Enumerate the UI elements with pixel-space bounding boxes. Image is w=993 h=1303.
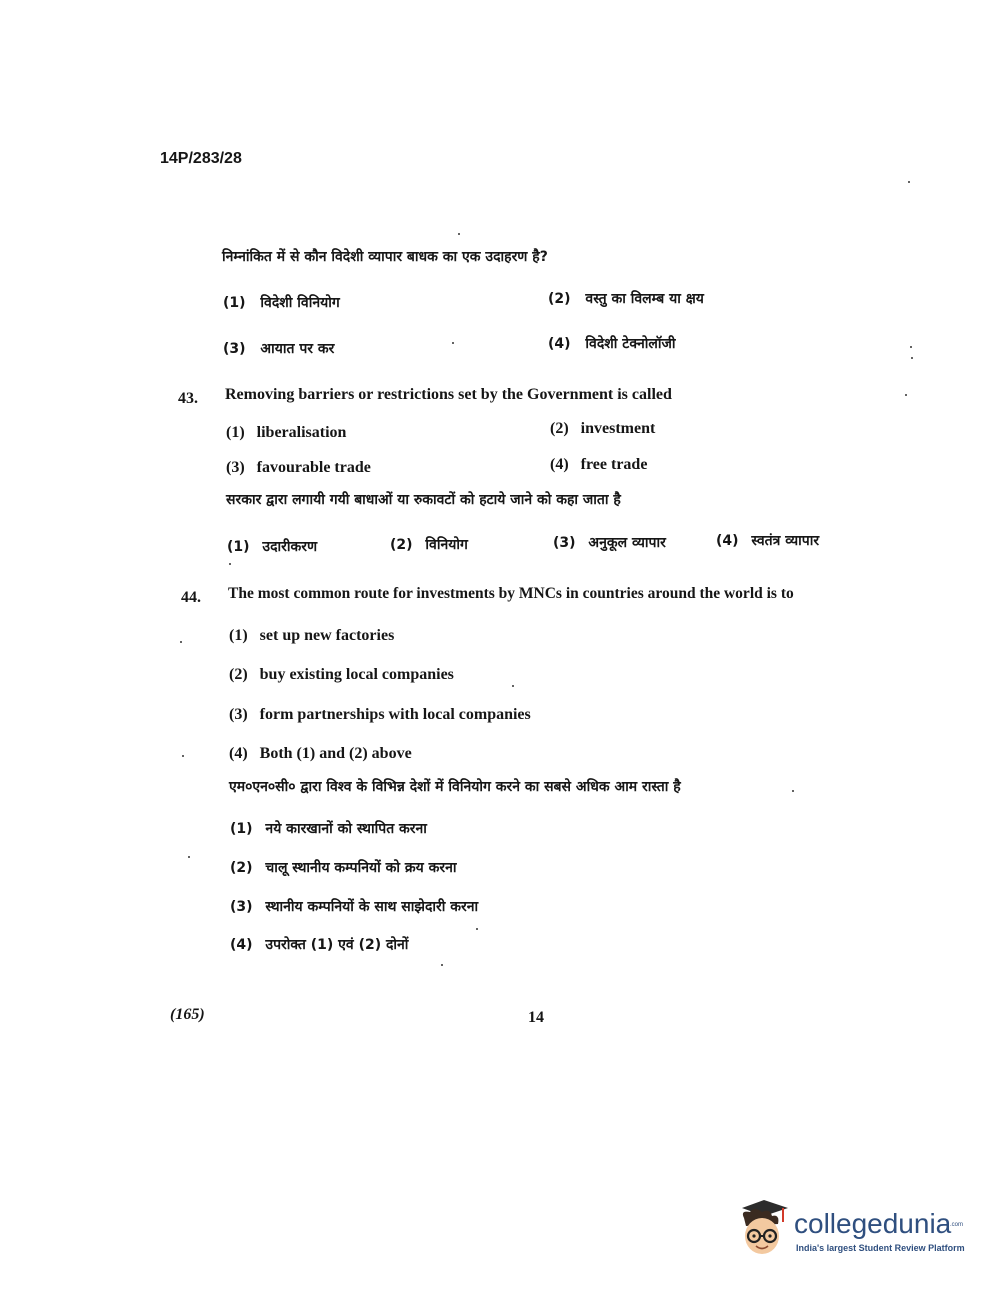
option-number: (2) — [230, 860, 253, 876]
q44-option-3 — [229, 706, 531, 724]
option-text: विनियोग — [425, 537, 468, 553]
option-number: (1) — [229, 627, 248, 644]
option-text: आयात पर कर — [260, 341, 335, 357]
option-text: form partnerships with local companies — [259, 706, 531, 723]
scan-speck — [458, 233, 460, 235]
scan-speck — [908, 181, 910, 183]
scan-speck — [229, 563, 231, 565]
option-text: स्थानीय कम्पनियों के साथ साझेदारी करना — [265, 899, 479, 915]
scan-speck — [911, 357, 913, 359]
q43-question: Removing barriers or restrictions set by the Government is called — [225, 386, 672, 403]
brand-name: collegedunia — [794, 1208, 952, 1239]
brand-tagline: India's largest Student Review Platform — [796, 1243, 965, 1253]
option-text: नये कारखानों को स्थापित करना — [265, 821, 427, 837]
option-number: (4) — [230, 937, 253, 953]
q44-hindi-option-1 — [230, 819, 427, 838]
option-number: (3) — [230, 899, 253, 915]
option-number: (1) — [223, 295, 246, 311]
option-text: चालू स्थानीय कम्पनियों को क्रय करना — [265, 860, 457, 876]
q43-hindi-question: सरकार द्वारा लगायी गयी बाधाओं या रुकावटों को हटाये जाने को कहा जाता है — [226, 492, 621, 508]
option-number: (2) — [229, 666, 248, 683]
q43-hindi-option-4 — [716, 531, 819, 550]
option-number: (4) — [716, 533, 739, 549]
option-text: वस्तु का विलम्ब या क्षय — [585, 291, 704, 307]
q44-hindi-option-3 — [230, 897, 478, 916]
option-text: investment — [580, 420, 656, 437]
scan-speck — [182, 755, 184, 757]
scan-speck — [512, 685, 514, 687]
option-number: (1) — [227, 539, 250, 555]
option-text: favourable trade — [256, 459, 371, 476]
option-text: Both (1) and (2) above — [259, 745, 412, 762]
option-number: (2) — [548, 291, 571, 307]
scan-speck — [792, 790, 794, 792]
option-number: (4) — [229, 745, 248, 762]
mascot-icon — [736, 1196, 796, 1260]
q43-hindi-option-3 — [553, 533, 666, 552]
q42-hindi-question: निम्नांकित में से कौन विदेशी व्यापार बाधक का एक उदाहरण है? — [222, 249, 548, 265]
q42-hindi-option-3 — [223, 339, 334, 358]
option-number: (3) — [229, 706, 248, 723]
scan-speck — [476, 928, 478, 930]
option-number: (3) — [226, 459, 245, 476]
option-text: free trade — [580, 456, 648, 473]
q44-option-4 — [229, 745, 412, 763]
option-text: विदेशी विनियोग — [260, 295, 340, 311]
option-text: set up new factories — [259, 627, 395, 644]
scan-speck — [452, 342, 454, 344]
q43-option-3 — [226, 459, 371, 477]
q43-option-4 — [550, 456, 647, 474]
q43-number: 43. — [178, 390, 198, 407]
option-number: (4) — [550, 456, 569, 473]
option-text: उदारीकरण — [262, 539, 318, 555]
q44-hindi-option-2 — [230, 858, 457, 877]
q44-question: The most common route for investments by MNCs in countries around the world is to — [228, 585, 794, 602]
brand-suffix: .com — [950, 1222, 964, 1228]
q43-option-1 — [226, 424, 346, 442]
page-number: 14 — [528, 1009, 544, 1026]
option-text: स्वतंत्र व्यापार — [751, 533, 820, 549]
option-text: अनुकूल व्यापार — [588, 535, 666, 551]
q44-hindi-option-4 — [230, 935, 408, 954]
scan-speck — [910, 346, 912, 348]
option-number: (2) — [390, 537, 413, 553]
paper-code: 14P/283/28 — [160, 150, 242, 167]
q44-option-1 — [229, 627, 394, 645]
q44-option-2 — [229, 666, 454, 684]
option-text: उपरोक्त (1) एवं (2) दोनों — [265, 937, 409, 953]
q43-option-2 — [550, 420, 655, 438]
option-number: (2) — [550, 420, 569, 437]
q42-hindi-option-4 — [548, 334, 676, 353]
q42-hindi-option-1 — [223, 293, 340, 312]
q44-hindi-question: एम०एन०सी० द्वारा विश्व के विभिन्न देशों में विनियोग करने का सबसे अधिक आम रास्ता है — [229, 779, 681, 795]
option-number: (1) — [230, 821, 253, 837]
option-number: (1) — [226, 424, 245, 441]
q43-hindi-option-1 — [227, 537, 317, 556]
scan-speck — [441, 964, 443, 966]
q44-number: 44. — [181, 589, 201, 606]
scan-speck — [905, 394, 907, 396]
q43-hindi-option-2 — [390, 535, 468, 554]
q42-hindi-option-2 — [548, 289, 704, 308]
option-number: (4) — [548, 336, 571, 352]
scan-speck — [188, 856, 190, 858]
scan-speck — [180, 641, 182, 643]
option-number: (3) — [553, 535, 576, 551]
option-text: liberalisation — [256, 424, 347, 441]
footer-code: (165) — [170, 1006, 205, 1023]
collegedunia-watermark — [736, 1196, 966, 1266]
option-number: (3) — [223, 341, 246, 357]
option-text: buy existing local companies — [259, 666, 454, 683]
option-text: विदेशी टेक्नोलॉजी — [585, 336, 676, 352]
